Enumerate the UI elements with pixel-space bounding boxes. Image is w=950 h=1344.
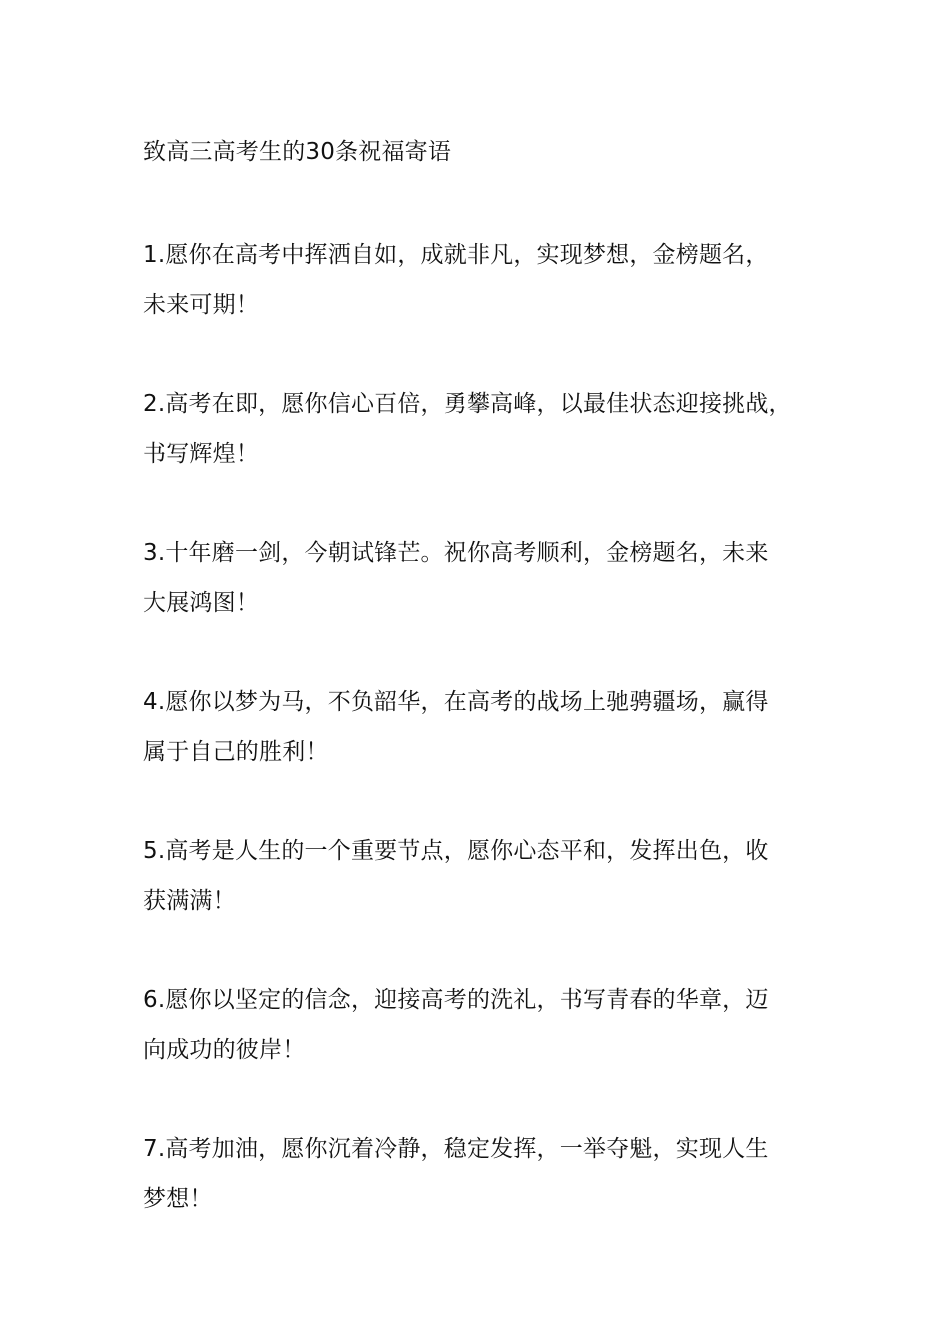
wish-item-3-line-1: 3.十年磨一剑，今朝试锋芒。祝你高考顺利，金榜题名，未来 <box>143 540 769 566</box>
wish-item-1-line-2: 未来可期！ <box>143 292 259 318</box>
wish-item-3-line-2: 大展鸿图！ <box>143 590 259 616</box>
wish-item-7 <box>143 1124 833 1224</box>
wish-item-2-line-1: 2.高考在即，愿你信心百倍，勇攀高峰，以最佳状态迎接挑战， <box>143 391 792 417</box>
wish-item-5-line-1: 5.高考是人生的一个重要节点，愿你心态平和，发挥出色，收 <box>143 838 769 864</box>
wish-item-5-line-2: 获满满！ <box>143 888 236 914</box>
wish-item-4-line-2: 属于自己的胜利！ <box>143 739 329 765</box>
wish-item-6-line-1: 6.愿你以坚定的信念，迎接高考的洗礼，书写青春的华章，迈 <box>143 987 769 1013</box>
wish-item-4 <box>143 677 833 777</box>
wish-item-3 <box>143 528 833 628</box>
wish-item-1 <box>143 230 833 330</box>
wish-item-1-line-1: 1.愿你在高考中挥洒自如，成就非凡，实现梦想，金榜题名， <box>143 242 769 268</box>
document-content <box>143 132 833 1224</box>
wish-item-2 <box>143 379 833 479</box>
wish-list <box>143 230 833 1224</box>
wish-item-4-line-1: 4.愿你以梦为马，不负韶华，在高考的战场上驰骋疆场，赢得 <box>143 689 769 715</box>
wish-item-6-line-2: 向成功的彼岸！ <box>143 1037 306 1063</box>
wish-item-5 <box>143 826 833 926</box>
wish-item-7-line-2: 梦想！ <box>143 1186 213 1212</box>
wish-item-6 <box>143 975 833 1075</box>
document-title: 致高三高考生的30条祝福寄语 <box>143 139 452 165</box>
wish-item-2-line-2: 书写辉煌！ <box>143 441 259 467</box>
wish-item-7-line-1: 7.高考加油，愿你沉着冷静，稳定发挥，一举夺魁，实现人生 <box>143 1136 769 1162</box>
